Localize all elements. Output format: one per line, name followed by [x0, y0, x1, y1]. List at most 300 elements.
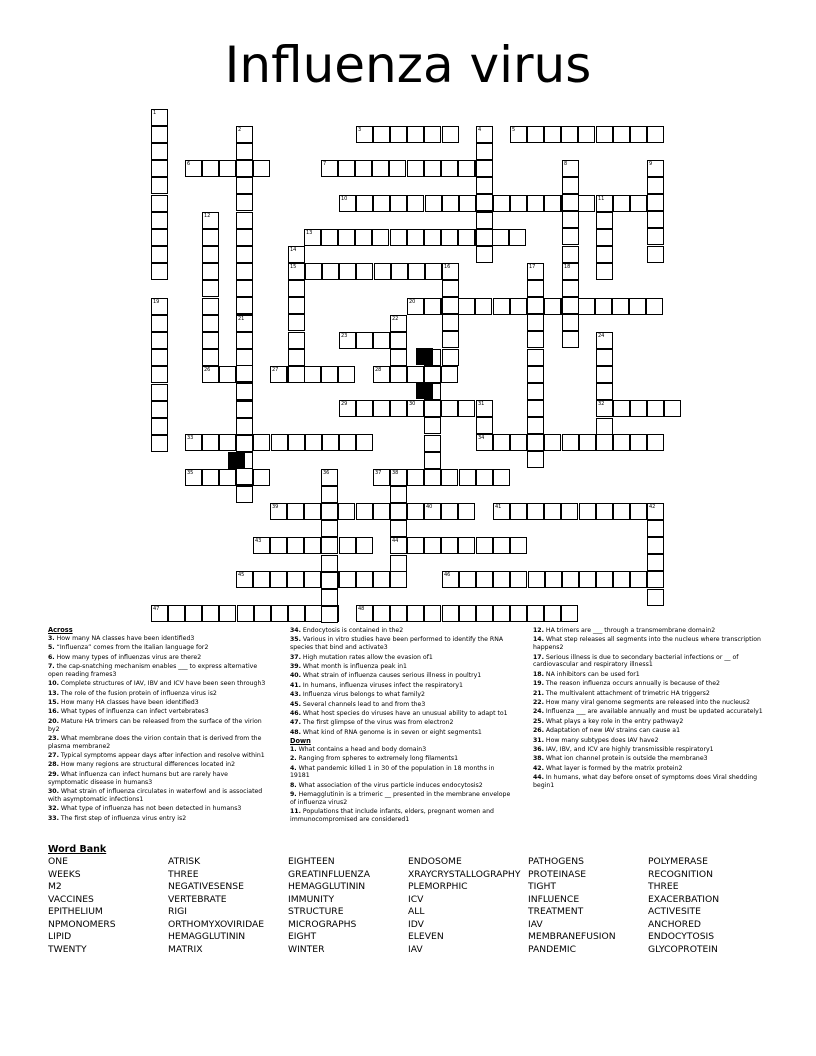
grid-cell[interactable]	[613, 126, 630, 143]
grid-cell[interactable]	[612, 298, 629, 315]
grid-cell[interactable]	[236, 315, 253, 332]
grid-cell[interactable]	[305, 605, 322, 622]
grid-cell[interactable]	[236, 143, 253, 160]
grid-cell[interactable]	[322, 434, 339, 451]
grid-cell[interactable]	[596, 366, 613, 383]
grid-cell[interactable]	[562, 297, 579, 314]
grid-cell[interactable]	[305, 434, 322, 451]
grid-cell[interactable]	[562, 280, 579, 297]
grid-cell[interactable]	[202, 160, 219, 177]
grid-cell[interactable]	[630, 195, 647, 212]
grid-cell[interactable]	[458, 503, 475, 520]
grid-cell[interactable]	[458, 298, 475, 315]
grid-cell[interactable]	[304, 503, 321, 520]
grid-cell[interactable]	[236, 401, 253, 418]
grid-cell[interactable]	[596, 503, 613, 520]
grid-cell[interactable]	[441, 469, 458, 486]
grid-cell[interactable]	[407, 160, 424, 177]
grid-cell[interactable]	[355, 160, 372, 177]
grid-cell[interactable]	[424, 160, 441, 177]
grid-cell[interactable]	[202, 315, 219, 332]
grid-cell[interactable]	[544, 298, 561, 315]
grid-cell[interactable]	[236, 332, 253, 349]
grid-cell[interactable]	[372, 229, 389, 246]
grid-cell[interactable]	[630, 434, 647, 451]
grid-cell[interactable]	[236, 365, 253, 382]
grid-cell[interactable]	[647, 520, 664, 537]
grid-cell[interactable]	[562, 246, 579, 263]
grid-cell[interactable]	[493, 434, 510, 451]
grid-cell[interactable]	[528, 571, 545, 588]
grid-cell[interactable]	[390, 503, 407, 520]
grid-cell[interactable]	[527, 417, 544, 434]
grid-cell[interactable]	[185, 160, 202, 177]
grid-cell[interactable]	[613, 571, 630, 588]
grid-cell[interactable]	[613, 434, 630, 451]
grid-cell[interactable]	[630, 126, 647, 143]
grid-cell[interactable]	[288, 246, 305, 263]
grid-cell[interactable]	[476, 400, 493, 417]
grid-cell[interactable]	[202, 298, 219, 315]
grid-cell[interactable]	[527, 434, 544, 451]
grid-cell[interactable]	[424, 537, 441, 554]
grid-cell[interactable]	[647, 503, 664, 520]
grid-cell[interactable]	[390, 469, 407, 486]
grid-cell[interactable]	[253, 571, 270, 588]
grid-cell[interactable]	[527, 605, 544, 622]
grid-cell[interactable]	[630, 571, 647, 588]
grid-cell[interactable]	[202, 349, 219, 366]
grid-cell[interactable]	[338, 160, 355, 177]
grid-cell[interactable]	[236, 126, 253, 143]
grid-cell[interactable]	[630, 503, 647, 520]
grid-cell[interactable]	[510, 571, 527, 588]
grid-cell[interactable]	[424, 126, 441, 143]
grid-cell[interactable]	[374, 263, 391, 280]
grid-cell[interactable]	[647, 589, 664, 606]
grid-cell[interactable]	[527, 263, 544, 280]
grid-cell[interactable]	[372, 160, 389, 177]
grid-cell[interactable]	[510, 298, 527, 315]
grid-cell[interactable]	[236, 486, 253, 503]
grid-cell[interactable]	[270, 537, 287, 554]
grid-cell[interactable]	[562, 194, 579, 211]
grid-cell[interactable]	[236, 212, 253, 229]
grid-cell[interactable]	[647, 434, 664, 451]
grid-cell[interactable]	[407, 503, 424, 520]
grid-cell[interactable]	[288, 349, 305, 366]
grid-cell[interactable]	[613, 195, 630, 212]
grid-cell[interactable]	[476, 246, 493, 263]
grid-cell[interactable]	[647, 211, 664, 228]
grid-cell[interactable]	[373, 366, 390, 383]
grid-cell[interactable]	[647, 126, 664, 143]
grid-cell[interactable]	[562, 211, 579, 228]
grid-cell[interactable]	[356, 126, 373, 143]
grid-cell[interactable]	[562, 228, 579, 245]
grid-cell[interactable]	[219, 160, 236, 177]
grid-cell[interactable]	[151, 126, 168, 143]
grid-cell[interactable]	[527, 195, 544, 212]
grid-cell[interactable]	[202, 434, 219, 451]
grid-cell[interactable]	[185, 469, 202, 486]
grid-cell[interactable]	[236, 349, 253, 366]
grid-cell[interactable]	[236, 418, 253, 435]
grid-cell[interactable]	[476, 177, 493, 194]
grid-cell[interactable]	[390, 400, 407, 417]
grid-cell[interactable]	[441, 229, 458, 246]
grid-cell[interactable]	[151, 605, 168, 622]
grid-cell[interactable]	[562, 331, 579, 348]
grid-cell[interactable]	[647, 228, 664, 245]
grid-cell[interactable]	[476, 417, 493, 434]
grid-cell[interactable]	[321, 503, 338, 520]
grid-cell[interactable]	[305, 263, 322, 280]
grid-cell[interactable]	[493, 195, 510, 212]
grid-cell[interactable]	[219, 434, 236, 451]
grid-cell[interactable]	[390, 332, 407, 349]
grid-cell[interactable]	[253, 469, 270, 486]
grid-cell[interactable]	[271, 434, 288, 451]
grid-cell[interactable]	[527, 366, 544, 383]
grid-cell[interactable]	[527, 451, 544, 468]
grid-cell[interactable]	[356, 195, 373, 212]
grid-cell[interactable]	[630, 400, 647, 417]
grid-cell[interactable]	[510, 605, 527, 622]
grid-cell[interactable]	[202, 366, 219, 383]
grid-cell[interactable]	[476, 434, 493, 451]
grid-cell[interactable]	[321, 486, 338, 503]
grid-cell[interactable]	[459, 605, 476, 622]
grid-cell[interactable]	[424, 452, 441, 469]
grid-cell[interactable]	[390, 229, 407, 246]
grid-cell[interactable]	[493, 537, 510, 554]
grid-cell[interactable]	[356, 605, 373, 622]
grid-cell[interactable]	[510, 126, 527, 143]
grid-cell[interactable]	[321, 572, 338, 589]
grid-cell[interactable]	[390, 349, 407, 366]
grid-cell[interactable]	[476, 212, 493, 229]
grid-cell[interactable]	[596, 383, 613, 400]
grid-cell[interactable]	[389, 160, 406, 177]
grid-cell[interactable]	[596, 349, 613, 366]
grid-cell[interactable]	[475, 298, 492, 315]
grid-cell[interactable]	[338, 229, 355, 246]
grid-cell[interactable]	[271, 605, 288, 622]
grid-cell[interactable]	[407, 126, 424, 143]
grid-cell[interactable]	[562, 434, 579, 451]
grid-cell[interactable]	[510, 503, 527, 520]
grid-cell[interactable]	[339, 400, 356, 417]
grid-cell[interactable]	[544, 605, 561, 622]
grid-cell[interactable]	[202, 263, 219, 280]
grid-cell[interactable]	[458, 160, 475, 177]
grid-cell[interactable]	[202, 229, 219, 246]
grid-cell[interactable]	[270, 366, 287, 383]
grid-cell[interactable]	[510, 195, 527, 212]
grid-cell[interactable]	[441, 366, 458, 383]
grid-cell[interactable]	[287, 537, 304, 554]
grid-cell[interactable]	[664, 400, 681, 417]
grid-cell[interactable]	[236, 468, 253, 485]
grid-cell[interactable]	[442, 263, 459, 280]
grid-cell[interactable]	[527, 400, 544, 417]
grid-cell[interactable]	[441, 537, 458, 554]
grid-cell[interactable]	[442, 280, 459, 297]
grid-cell[interactable]	[407, 400, 424, 417]
grid-cell[interactable]	[596, 263, 613, 280]
grid-cell[interactable]	[373, 126, 390, 143]
grid-cell[interactable]	[458, 537, 475, 554]
grid-cell[interactable]	[459, 195, 476, 212]
grid-cell[interactable]	[545, 571, 562, 588]
grid-cell[interactable]	[424, 469, 441, 486]
grid-cell[interactable]	[219, 366, 236, 383]
grid-cell[interactable]	[151, 160, 168, 177]
grid-cell[interactable]	[373, 605, 390, 622]
grid-cell[interactable]	[544, 503, 561, 520]
grid-cell[interactable]	[253, 537, 270, 554]
grid-cell[interactable]	[390, 486, 407, 503]
grid-cell[interactable]	[596, 195, 613, 212]
grid-cell[interactable]	[544, 195, 561, 212]
grid-cell[interactable]	[424, 400, 441, 417]
grid-cell[interactable]	[202, 246, 219, 263]
grid-cell[interactable]	[527, 297, 544, 314]
grid-cell[interactable]	[168, 605, 185, 622]
grid-cell[interactable]	[321, 366, 338, 383]
grid-cell[interactable]	[202, 605, 219, 622]
grid-cell[interactable]	[151, 298, 168, 315]
grid-cell[interactable]	[356, 434, 373, 451]
grid-cell[interactable]	[390, 315, 407, 332]
grid-cell[interactable]	[151, 332, 168, 349]
grid-cell[interactable]	[373, 571, 390, 588]
grid-cell[interactable]	[442, 349, 459, 366]
grid-cell[interactable]	[527, 331, 544, 348]
grid-cell[interactable]	[236, 263, 253, 280]
grid-cell[interactable]	[185, 605, 202, 622]
grid-cell[interactable]	[373, 195, 390, 212]
grid-cell[interactable]	[629, 298, 646, 315]
grid-cell[interactable]	[596, 418, 613, 435]
grid-cell[interactable]	[527, 503, 544, 520]
grid-cell[interactable]	[390, 520, 407, 537]
grid-cell[interactable]	[476, 537, 493, 554]
grid-cell[interactable]	[237, 605, 254, 622]
grid-cell[interactable]	[527, 126, 544, 143]
grid-cell[interactable]	[202, 469, 219, 486]
grid-cell[interactable]	[236, 571, 253, 588]
grid-cell[interactable]	[647, 571, 664, 588]
grid-cell[interactable]	[442, 605, 459, 622]
grid-cell[interactable]	[338, 366, 355, 383]
grid-cell[interactable]	[527, 383, 544, 400]
grid-cell[interactable]	[561, 126, 578, 143]
grid-cell[interactable]	[236, 177, 253, 194]
grid-cell[interactable]	[442, 195, 459, 212]
grid-cell[interactable]	[578, 298, 595, 315]
grid-cell[interactable]	[151, 418, 168, 435]
grid-cell[interactable]	[253, 160, 270, 177]
grid-cell[interactable]	[288, 314, 305, 331]
grid-cell[interactable]	[288, 280, 305, 297]
grid-cell[interactable]	[304, 571, 321, 588]
grid-cell[interactable]	[476, 143, 493, 160]
grid-cell[interactable]	[441, 400, 458, 417]
grid-cell[interactable]	[287, 571, 304, 588]
grid-cell[interactable]	[407, 537, 424, 554]
grid-cell[interactable]	[442, 331, 459, 348]
grid-cell[interactable]	[459, 571, 476, 588]
grid-cell[interactable]	[579, 503, 596, 520]
grid-cell[interactable]	[476, 469, 493, 486]
grid-cell[interactable]	[304, 229, 321, 246]
grid-cell[interactable]	[562, 177, 579, 194]
grid-cell[interactable]	[476, 571, 493, 588]
grid-cell[interactable]	[339, 195, 356, 212]
grid-cell[interactable]	[236, 194, 253, 211]
grid-cell[interactable]	[407, 605, 424, 622]
grid-cell[interactable]	[509, 229, 526, 246]
grid-cell[interactable]	[647, 554, 664, 571]
grid-cell[interactable]	[253, 434, 270, 451]
grid-cell[interactable]	[510, 434, 527, 451]
grid-cell[interactable]	[425, 263, 442, 280]
grid-cell[interactable]	[356, 503, 373, 520]
grid-cell[interactable]	[476, 126, 493, 143]
grid-cell[interactable]	[647, 400, 664, 417]
grid-cell[interactable]	[476, 160, 493, 177]
grid-cell[interactable]	[424, 435, 441, 452]
grid-cell[interactable]	[373, 332, 390, 349]
grid-cell[interactable]	[338, 503, 355, 520]
grid-cell[interactable]	[647, 160, 664, 177]
grid-cell[interactable]	[151, 212, 168, 229]
grid-cell[interactable]	[288, 366, 305, 383]
grid-cell[interactable]	[424, 366, 441, 383]
grid-cell[interactable]	[151, 246, 168, 263]
grid-cell[interactable]	[407, 195, 424, 212]
grid-cell[interactable]	[151, 315, 168, 332]
grid-cell[interactable]	[459, 469, 476, 486]
grid-cell[interactable]	[476, 605, 493, 622]
grid-cell[interactable]	[578, 195, 595, 212]
grid-cell[interactable]	[493, 469, 510, 486]
grid-cell[interactable]	[596, 400, 613, 417]
grid-cell[interactable]	[236, 280, 253, 297]
grid-cell[interactable]	[390, 195, 407, 212]
grid-cell[interactable]	[596, 434, 613, 451]
grid-cell[interactable]	[527, 314, 544, 331]
grid-cell[interactable]	[441, 503, 458, 520]
grid-cell[interactable]	[339, 434, 356, 451]
grid-cell[interactable]	[254, 605, 271, 622]
grid-cell[interactable]	[151, 177, 168, 194]
grid-cell[interactable]	[579, 434, 596, 451]
grid-cell[interactable]	[321, 537, 338, 554]
grid-cell[interactable]	[151, 435, 168, 452]
grid-cell[interactable]	[562, 571, 579, 588]
grid-cell[interactable]	[458, 400, 475, 417]
grid-cell[interactable]	[408, 263, 425, 280]
grid-cell[interactable]	[493, 571, 510, 588]
grid-cell[interactable]	[321, 555, 338, 572]
grid-cell[interactable]	[321, 469, 338, 486]
grid-cell[interactable]	[236, 297, 253, 314]
grid-cell[interactable]	[613, 400, 630, 417]
grid-cell[interactable]	[236, 246, 253, 263]
grid-cell[interactable]	[391, 263, 408, 280]
grid-cell[interactable]	[270, 503, 287, 520]
grid-cell[interactable]	[288, 297, 305, 314]
grid-cell[interactable]	[321, 589, 338, 606]
grid-cell[interactable]	[151, 195, 168, 212]
grid-cell[interactable]	[390, 126, 407, 143]
grid-cell[interactable]	[356, 400, 373, 417]
grid-cell[interactable]	[287, 503, 304, 520]
grid-cell[interactable]	[288, 263, 305, 280]
grid-cell[interactable]	[424, 229, 441, 246]
grid-cell[interactable]	[321, 229, 338, 246]
grid-cell[interactable]	[355, 229, 372, 246]
grid-cell[interactable]	[236, 435, 253, 452]
grid-cell[interactable]	[579, 571, 596, 588]
grid-cell[interactable]	[562, 314, 579, 331]
grid-cell[interactable]	[202, 280, 219, 297]
grid-cell[interactable]	[151, 109, 168, 126]
grid-cell[interactable]	[527, 280, 544, 297]
grid-cell[interactable]	[151, 366, 168, 383]
grid-cell[interactable]	[425, 195, 442, 212]
grid-cell[interactable]	[339, 263, 356, 280]
grid-cell[interactable]	[390, 366, 407, 383]
grid-cell[interactable]	[339, 571, 356, 588]
grid-cell[interactable]	[493, 503, 510, 520]
grid-cell[interactable]	[596, 332, 613, 349]
grid-cell[interactable]	[492, 229, 509, 246]
grid-cell[interactable]	[151, 349, 168, 366]
grid-cell[interactable]	[510, 537, 527, 554]
grid-cell[interactable]	[356, 263, 373, 280]
grid-cell[interactable]	[304, 537, 321, 554]
grid-cell[interactable]	[407, 469, 424, 486]
grid-cell[interactable]	[373, 400, 390, 417]
grid-cell[interactable]	[476, 194, 493, 211]
grid-cell[interactable]	[321, 606, 338, 623]
grid-cell[interactable]	[646, 298, 663, 315]
grid-cell[interactable]	[424, 503, 441, 520]
grid-cell[interactable]	[339, 332, 356, 349]
grid-cell[interactable]	[390, 605, 407, 622]
grid-cell[interactable]	[442, 314, 459, 331]
grid-cell[interactable]	[562, 263, 579, 280]
grid-cell[interactable]	[339, 537, 356, 554]
grid-cell[interactable]	[356, 571, 373, 588]
grid-cell[interactable]	[321, 160, 338, 177]
grid-cell[interactable]	[613, 503, 630, 520]
grid-cell[interactable]	[407, 366, 424, 383]
grid-cell[interactable]	[356, 537, 373, 554]
grid-cell[interactable]	[151, 263, 168, 280]
grid-cell[interactable]	[476, 229, 493, 246]
grid-cell[interactable]	[424, 605, 441, 622]
grid-cell[interactable]	[151, 401, 168, 418]
grid-cell[interactable]	[493, 605, 510, 622]
grid-cell[interactable]	[493, 298, 510, 315]
grid-cell[interactable]	[442, 126, 459, 143]
grid-cell[interactable]	[390, 571, 407, 588]
